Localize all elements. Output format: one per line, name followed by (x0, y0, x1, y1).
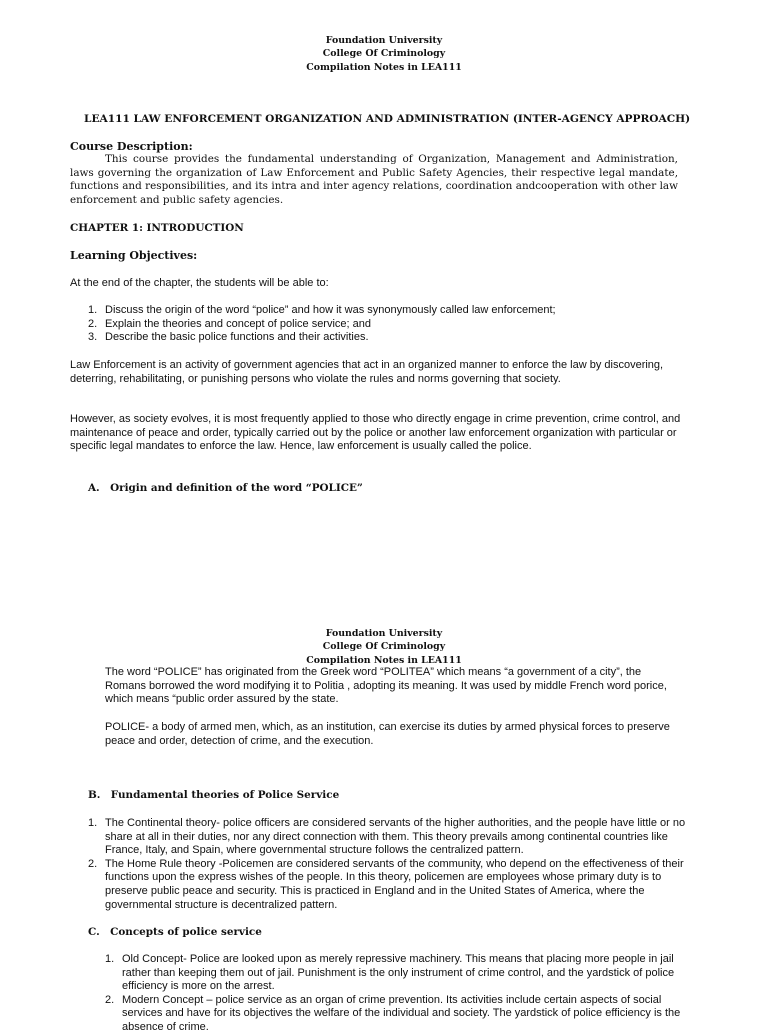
course-description-heading: Course Description: (70, 140, 193, 153)
section-c-heading: C. Concepts of police service (88, 926, 262, 938)
section-a-heading: A. Origin and definition of the word “POLICE” (88, 482, 363, 494)
course-title: LEA111 LAW ENFORCEMENT ORGANIZATION AND ADMINISTRATION (INTER-AGENCY APPROACH) (84, 113, 691, 125)
objectives-intro: At the end of the chapter, the students will be able to: (70, 277, 329, 289)
section-b-heading: B. Fundamental theories of Police Service (88, 789, 340, 801)
list-item: 1. The Continental theory- police officers are considered servants of the higher authorities, and the people have little or no share at all in their duties, nor any direct connection with them. This theory prevails among continental countries like France, Italy, and Spain, where governmental structure follows the centralized pattern. (88, 817, 686, 857)
list-item: 2. Modern Concept – police service as an organ of crime prevention. Its activities include certain aspects of social services and have for its objectives the welfare of the individual and society. The yardstick of police efficiency is the absence of crime. (105, 993, 681, 1033)
course-description: This course provides the fundamental understanding of Organization, Management and Administration, laws governing the organization of Law Enforcement and Public Safety Agencies, their respective legal mandate, functions and responsibilities, and its intra and inter agency relations, coordination andcooperation with other law enforcement and public safety agencies. (70, 153, 678, 206)
list-item: 3. Describe the basic police functions and their activities. (88, 331, 369, 344)
objectives-heading: Learning Objectives: (70, 249, 198, 262)
theories-list (88, 817, 695, 912)
header-college: College Of Criminology (322, 641, 446, 653)
objectives-list (88, 304, 695, 345)
paragraph-law-enforcement: Law Enforcement is an activity of government agencies that act in an organized manner to enforce the law by discovering, deterring, rehabilitating, or punishing persons who violate the rules and norms governing that society. (70, 359, 664, 385)
page-header (0, 627, 768, 667)
list-item: 2. Explain the theories and concept of police service; and (88, 317, 371, 330)
paragraph-however: However, as society evolves, it is most frequently applied to those who directly engage in crime prevention, crime control, and maintenance of peace and order, typically carried out by the police or another law enforcement organization with particular or specific legal mandates to enforce the law. Hence, law enforcement is usually called the police. (70, 413, 681, 453)
header-notes: Compilation Notes in LEA111 (306, 654, 462, 666)
list-item: 2. The Home Rule theory -Policemen are considered servants of the community, who depend on the effectiveness of their functions upon the express wishes of the people. In this theory, policemen are employees whose primary duty is to preserve public peace and security. This is practiced in England and in the United States of America, where the governmental structure is decentralized pattern. (88, 857, 684, 911)
page-header (0, 34, 768, 74)
paragraph-police-definition: POLICE- a body of armed men, which, as an institution, can exercise its duties by armed physical forces to preserve peace and order, detection of crime, and the execution. (105, 721, 670, 747)
header-university: Foundation University (325, 628, 443, 639)
chapter-heading: CHAPTER 1: INTRODUCTION (70, 222, 244, 234)
header-notes: Compilation Notes in LEA111 (306, 61, 462, 73)
header-university: Foundation University (325, 35, 443, 46)
header-college: College Of Criminology (322, 48, 446, 60)
paragraph-origin: The word “POLICE” has originated from the Greek word “POLITEA” which means “a government of a city”, the Romans borrowed the word modifying it to Politia , adopting its meaning. It was used by middle French word porice, which means “public order assured by the state. (105, 666, 667, 706)
list-item: 1. Discuss the origin of the word “police” and how it was synonymously called law enforcement; (88, 304, 556, 316)
concepts-list (105, 953, 700, 1035)
list-item: 1. Old Concept- Police are looked upon as merely repressive machinery. This means that placing more people in jail rather than keeping them out of jail. Punishment is the only instrument of crime control, and the yardstick of police efficiency is more on the arrest. (105, 953, 675, 993)
